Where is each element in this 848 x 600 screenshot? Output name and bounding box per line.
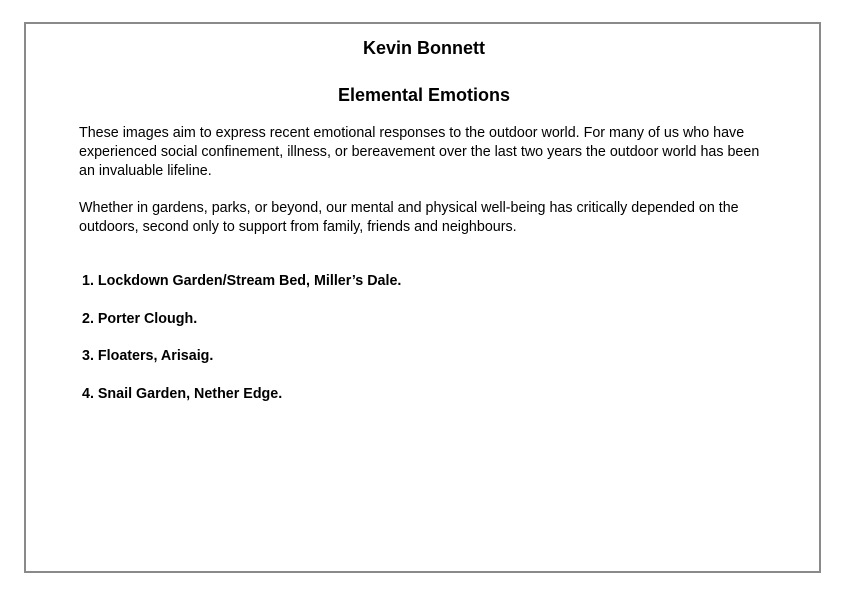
intro-paragraph: These images aim to express recent emotional responses to the outdoor world. For many of us who have experienced social confinement, illness, or bereavement over the last two years the outdoor world has been an invaluable lifeline.	[79, 125, 760, 179]
second-paragraph: Whether in gardens, parks, or beyond, our mental and physical well-being has critically depended on the outdoors, second only to support from family, friends and neighbours.	[79, 200, 739, 235]
work-item-3: 3. Floaters, Arisaig.	[82, 348, 214, 364]
work-item-1: 1. Lockdown Garden/Stream Bed, Miller’s Dale.	[82, 273, 402, 289]
author-name: Kevin Bonnett	[362, 38, 485, 58]
exhibit-title: Elemental Emotions	[337, 85, 511, 105]
work-item-4: 4. Snail Garden, Nether Edge.	[82, 385, 283, 402]
work-item-2: 2. Porter Clough.	[82, 310, 198, 327]
works-list	[82, 272, 401, 422]
